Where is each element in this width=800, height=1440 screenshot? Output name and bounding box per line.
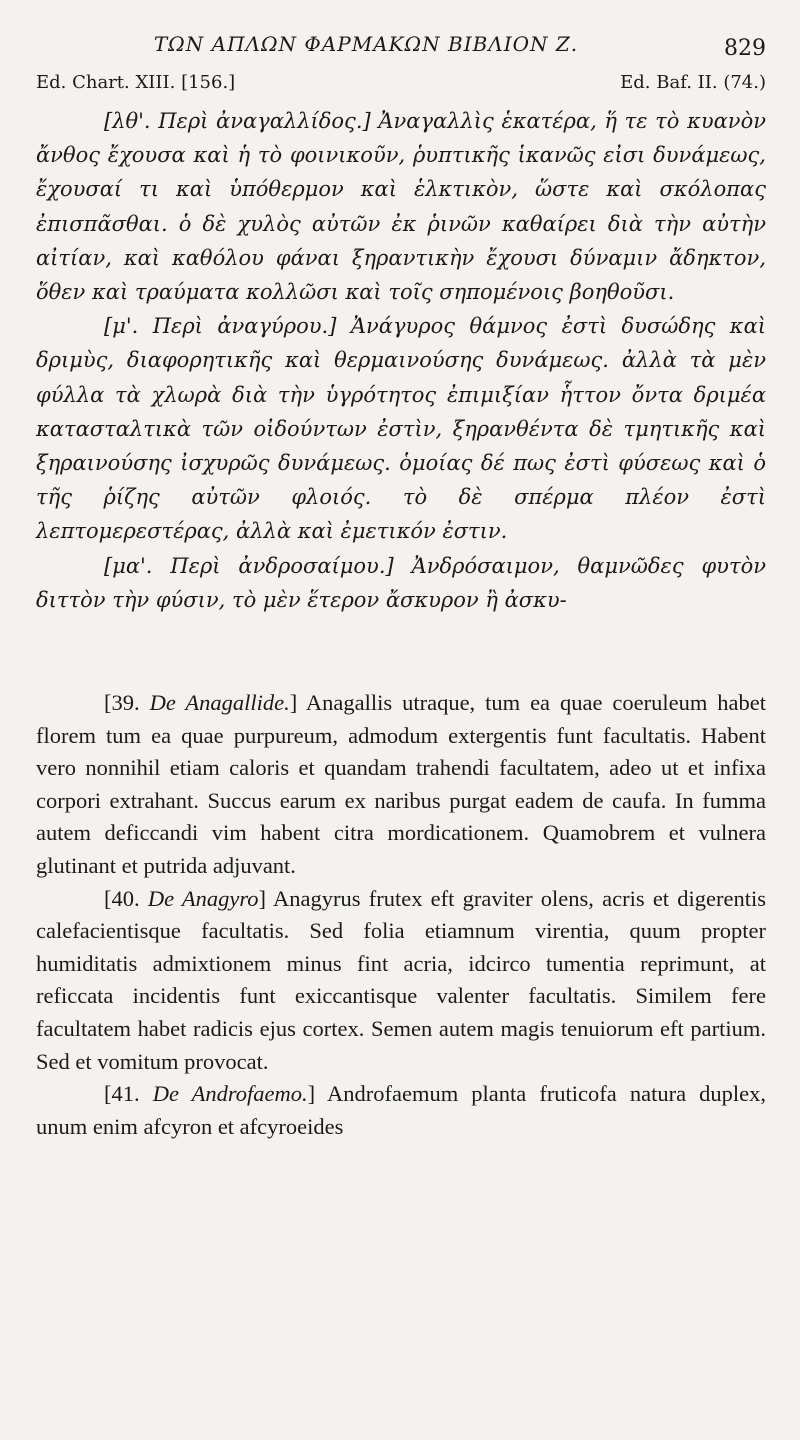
section-title: De Anagyro — [147, 885, 259, 911]
greek-section-39 — [36, 104, 766, 309]
latin-section-39 — [36, 687, 766, 883]
greek-section-label: [μα'. Περὶ ἀνδροσαίμου.] — [104, 553, 394, 578]
greek-section-41 — [36, 549, 766, 617]
edition-basel: Ed. Baf. II. (74.) — [620, 72, 766, 93]
greek-section-text: Ἀναγαλλὶς ἑκατέρα, ἥ τε τὸ κυανὸν ἄνθος ἔχουσα καὶ ἡ τὸ φοινικοῦν, ῥυπτικῆς ἱκανῶς εἰσι δυνάμεως, ἔχουσαί τι καὶ ὑπόθερμον καὶ ἑλκτικὸν, ὥστε καὶ σκόλοπας ἐπισπᾶσθαι. ὁ δὲ χυλὸς αὐτῶν ἐκ ῥινῶν καθαίρει διὰ τὴν αὐτὴν αἰτίαν, καὶ καθόλου φάναι ξηραντικὴν ἔχουσι δύναμιν ἄδηκτον, ὅθεν καὶ τραύματα κολλῶσι καὶ τοῖς σηπομένοις βοηθοῦσι. — [36, 109, 766, 305]
section-title: De Androfaemo. — [152, 1081, 308, 1107]
running-title: ΤΩΝ ΑΠΛΩΝ ΦΑΡΜΑΚΩΝ ΒΙΒΛΙΟΝ Ζ. — [153, 32, 579, 56]
edition-chartier: Ed. Chart. XIII. [156.] — [36, 72, 236, 93]
column-gap — [36, 617, 766, 687]
greek-section-label: [μ'. Περὶ ἀναγύρου.] — [104, 314, 337, 339]
latin-section-41 — [36, 1078, 766, 1143]
latin-text — [36, 687, 766, 1143]
greek-section-text: Ἀνδρόσαιμον, θαμνῶδες φυτὸν διττὸν τὴν φύσιν, τὸ μὲν ἕτερον ἄσκυρον ἢ ἀσκυ- — [36, 553, 766, 612]
greek-section-40 — [36, 309, 766, 548]
edition-references — [36, 72, 766, 98]
section-number: [39. — [104, 690, 140, 716]
page-number: 829 — [724, 36, 766, 61]
latin-section-text: Anagallis utraque, tum ea quae coeruleum habet florem tum ea quae purpureum, admodum extergentis funt facultatis. Habent vero nonnihil etiam caloris et quandam trahendi facultatem, adeo ut et infixa corpori extrahant. Succus earum ex naribus purgat eadem de caufa. In fumma autem deficcandi vim habent citra mordicationem. Quamobrem et vulnera glutinant et putrida adjuvant. — [36, 690, 767, 879]
greek-section-text: Ἀνάγυρος θάμνος ἐστὶ δυσώδης καὶ δριμὺς, διαφορητικῆς καὶ θερμαινούσης δυνάμεως. ἀλλὰ τὰ μὲν φύλλα τὰ χλωρὰ διὰ τὴν ὑγρότητος ἐπιμιξίαν ἧττον ὄντα δριμέα κατασταλτικὰ τῶν οἰδούντων ἐστὶν, ξηρανθέντα δὲ τμητικῆς καὶ ξηραινούσης ἰσχυρῶς δυνάμεως. ὁμοίας δέ πως ἐστὶ φύσεως καὶ ὁ τῆς ῥίζης αὐτῶν φλοιός. τὸ δὲ σπέρμα πλέον ἐστὶ λεπτομερεστέρας, ἀλλὰ καὶ ἐμετικόν ἐστιν. — [36, 314, 766, 544]
greek-text — [36, 104, 766, 617]
section-number: [40. — [104, 885, 140, 911]
section-bracket: ] — [289, 690, 298, 716]
section-title: De Anagallide. — [149, 690, 290, 716]
latin-section-text: Androfaemum planta fruticofa natura duplex, unum enim afcyron et afcyroeides — [36, 1081, 767, 1139]
page-header — [36, 26, 766, 66]
section-bracket: ] — [307, 1081, 316, 1107]
latin-section-text: Anagyrus frutex eft graviter olens, acris et digerentis calefacientisque facultatis. Sed folia etiamnum virentia, quum propter humiditatis admixtionem minus fint acria, idcirco tumentia reprimunt, at reficcata incidentis funt exiccantisque valenter facultatis. Similem fere facultatem habet radicis ejus cortex. Semen autem magis tenuiorum eft partium. Sed et vomitum provocat. — [36, 885, 766, 1074]
section-bracket: ] — [258, 885, 267, 911]
greek-section-label: [λθ'. Περὶ ἀναγαλλίδος.] — [104, 109, 371, 133]
latin-section-40 — [36, 883, 766, 1079]
section-number: [41. — [104, 1081, 140, 1107]
